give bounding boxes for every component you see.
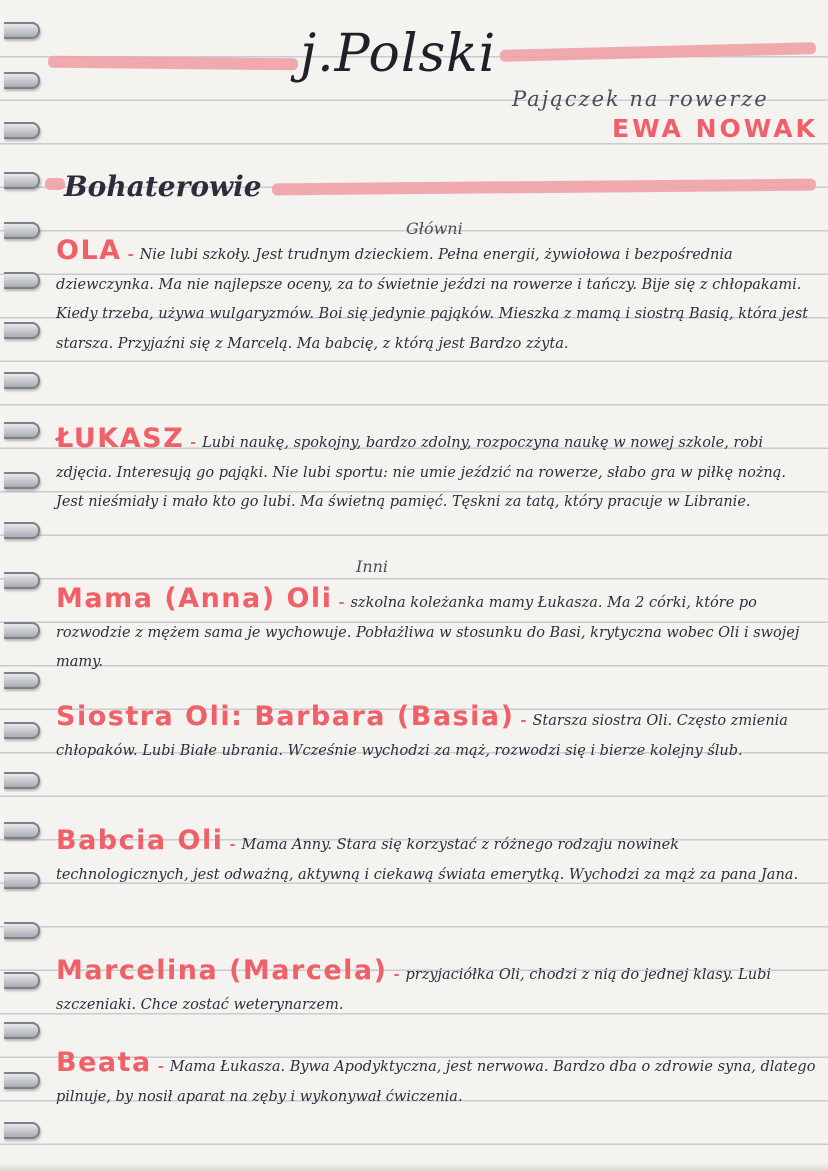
spiral-ring bbox=[4, 822, 40, 839]
spiral-ring bbox=[4, 722, 40, 739]
character-entry: OLA - Nie lubi szkoły. Jest trudnym dzieckiem. Pełna energii, żywiołowa i bezpośrednia dziewczynka. Ma nie najlepsze oceny, za to świetnie jeździ na rowerze i tańczy. Bije się z chłopakami. Kiedy trzeba, używa wulgaryzmów. Boi się jedynie pająków. Mieszka z mamą i siostrą Basią, która jest starsza. Przyjaźni się z Marcelą. Ma babcię, z którą jest Bardzo zżyta. bbox=[56, 235, 809, 352]
character-name: Marcelina (Marcela) bbox=[56, 955, 388, 986]
spiral-ring bbox=[4, 22, 40, 39]
character-entry: ŁUKASZ - Lubi naukę, spokojny, bardzo zdolny, rozpoczyna naukę w nowej szkole, robi zdjęcia. Interesują go pająki. Nie lubi sportu: nie umie jeździć na rowerze, słabo gra w piłkę nożną. Jest nieśmiały i mało kto go lubi. Ma świetną pamięć. Tęskni za tatą, który pracuje w Libranie. bbox=[56, 423, 787, 510]
character-description: Starsza siostra Oli. Często zmienia chłopaków. Lubi Białe ubrania. Wcześnie wychodzi za mąż, rozwodzi się i bierze kolejny ślub. bbox=[56, 713, 788, 759]
character-description: Mama Łukasza. Bywa Apodyktyczna, jest nerwowa. Bardzo dba o zdrowie syna, dlatego pilnuje, by nosił aparat na zęby i wykonywał ćwiczenia. bbox=[56, 1059, 816, 1105]
book-title: Pajączek na rowerze bbox=[512, 87, 769, 111]
title-highlight-right bbox=[500, 42, 816, 62]
spiral-ring bbox=[4, 322, 40, 339]
spiral-ring bbox=[4, 1072, 40, 1089]
spiral-ring bbox=[4, 922, 40, 939]
spiral-ring bbox=[4, 422, 40, 439]
title-highlight-left bbox=[48, 56, 298, 71]
group-main-label: Główni bbox=[406, 219, 463, 238]
spiral-ring bbox=[4, 1022, 40, 1039]
character-name: OLA bbox=[56, 235, 122, 266]
spiral-ring bbox=[4, 972, 40, 989]
spiral-ring bbox=[4, 372, 40, 389]
page-bottom-edge bbox=[0, 1163, 828, 1171]
section-title: Bohaterowie bbox=[64, 170, 262, 203]
character-name: Beata bbox=[56, 1047, 152, 1078]
group-other-label: Inni bbox=[356, 557, 389, 576]
spiral-ring bbox=[4, 222, 40, 239]
character-name: Siostra Oli: Barbara (Basia) bbox=[56, 701, 515, 732]
spiral-ring bbox=[4, 72, 40, 89]
character-entry: Babcia Oli - Mama Anny. Stara się korzystać z różnego rodzaju nowinek technologicznych, jest odważną, aktywną i ciekawą świata emerytką. Wychodzi za mąż za pana Jana. bbox=[56, 825, 799, 883]
spiral-ring bbox=[4, 622, 40, 639]
spiral-ring bbox=[4, 1122, 40, 1139]
character-description: Mama Anny. Stara się korzystać z różnego rodzaju nowinek technologicznych, jest odważną, aktywną i ciekawą świata emerytką. Wychodzi za mąż za pana Jana. bbox=[56, 837, 799, 883]
spiral-ring bbox=[4, 872, 40, 889]
character-entry: Siostra Oli: Barbara (Basia) - Starsza siostra Oli. Często zmienia chłopaków. Lubi Białe ubrania. Wcześnie wychodzi za mąż, rozwodzi się i bierze kolejny ślub. bbox=[56, 701, 788, 759]
spiral-binding bbox=[0, 0, 44, 1171]
character-entry: Marcelina (Marcela) - przyjaciółka Oli, chodzi z nią do jednej klasy. Lubi szczeniaki. Chce zostać weterynarzem. bbox=[56, 955, 772, 1013]
section-highlight-right bbox=[272, 179, 816, 196]
spiral-ring bbox=[4, 522, 40, 539]
spiral-ring bbox=[4, 122, 40, 139]
character-description: Lubi naukę, spokojny, bardzo zdolny, rozpoczyna naukę w nowej szkole, robi zdjęcia. Interesują go pająki. Nie lubi sportu: nie umie jeździć na rowerze, słabo gra w piłkę nożną. Jest nieśmiały i mało kto go lubi. Ma świetną pamięć. Tęskni za tatą, który pracuje w Libranie. bbox=[56, 435, 787, 510]
spiral-ring bbox=[4, 572, 40, 589]
character-name: ŁUKASZ bbox=[56, 423, 185, 454]
character-entry: Mama (Anna) Oli - szkolna koleżanka mamy Łukasza. Ma 2 córki, które po rozwodzie z mężem sama je wychowuje. Pobłażliwa w stosunku do Basi, krytyczna wobec Oli i swojej mamy. bbox=[56, 583, 800, 670]
spiral-ring bbox=[4, 772, 40, 789]
spiral-ring bbox=[4, 272, 40, 289]
character-description: przyjaciółka Oli, chodzi z nią do jednej klasy. Lubi szczeniaki. Chce zostać weterynarzem. bbox=[56, 967, 772, 1013]
book-author: EWA NOWAK bbox=[612, 114, 818, 143]
character-description: Nie lubi szkoły. Jest trudnym dzieckiem. Pełna energii, żywiołowa i bezpośrednia dziewczynka. Ma nie najlepsze oceny, za to świetnie jeździ na rowerze i tańczy. Bije się z chłopakami. Kiedy trzeba, używa wulgaryzmów. Boi się jedynie pająków. Mieszka z mamą i siostrą Basią, która jest starsza. Przyjaźni się z Marcelą. Ma babcię, z którą jest Bardzo zżyta. bbox=[56, 247, 809, 352]
page-title: j.Polski bbox=[300, 24, 497, 84]
character-name: Babcia Oli bbox=[56, 825, 224, 856]
spiral-ring bbox=[4, 472, 40, 489]
character-entry: Beata - Mama Łukasza. Bywa Apodyktyczna, jest nerwowa. Bardzo dba o zdrowie syna, dlatego pilnuje, by nosił aparat na zęby i wykonywał ćwiczenia. bbox=[56, 1047, 816, 1105]
section-highlight-left bbox=[45, 178, 65, 190]
character-description: szkolna koleżanka mamy Łukasza. Ma 2 córki, które po rozwodzie z mężem sama je wychowuje. Pobłażliwa w stosunku do Basi, krytyczna wobec Oli i swojej mamy. bbox=[56, 595, 800, 670]
character-name: Mama (Anna) Oli bbox=[56, 583, 333, 614]
spiral-ring bbox=[4, 672, 40, 689]
spiral-ring bbox=[4, 172, 40, 189]
